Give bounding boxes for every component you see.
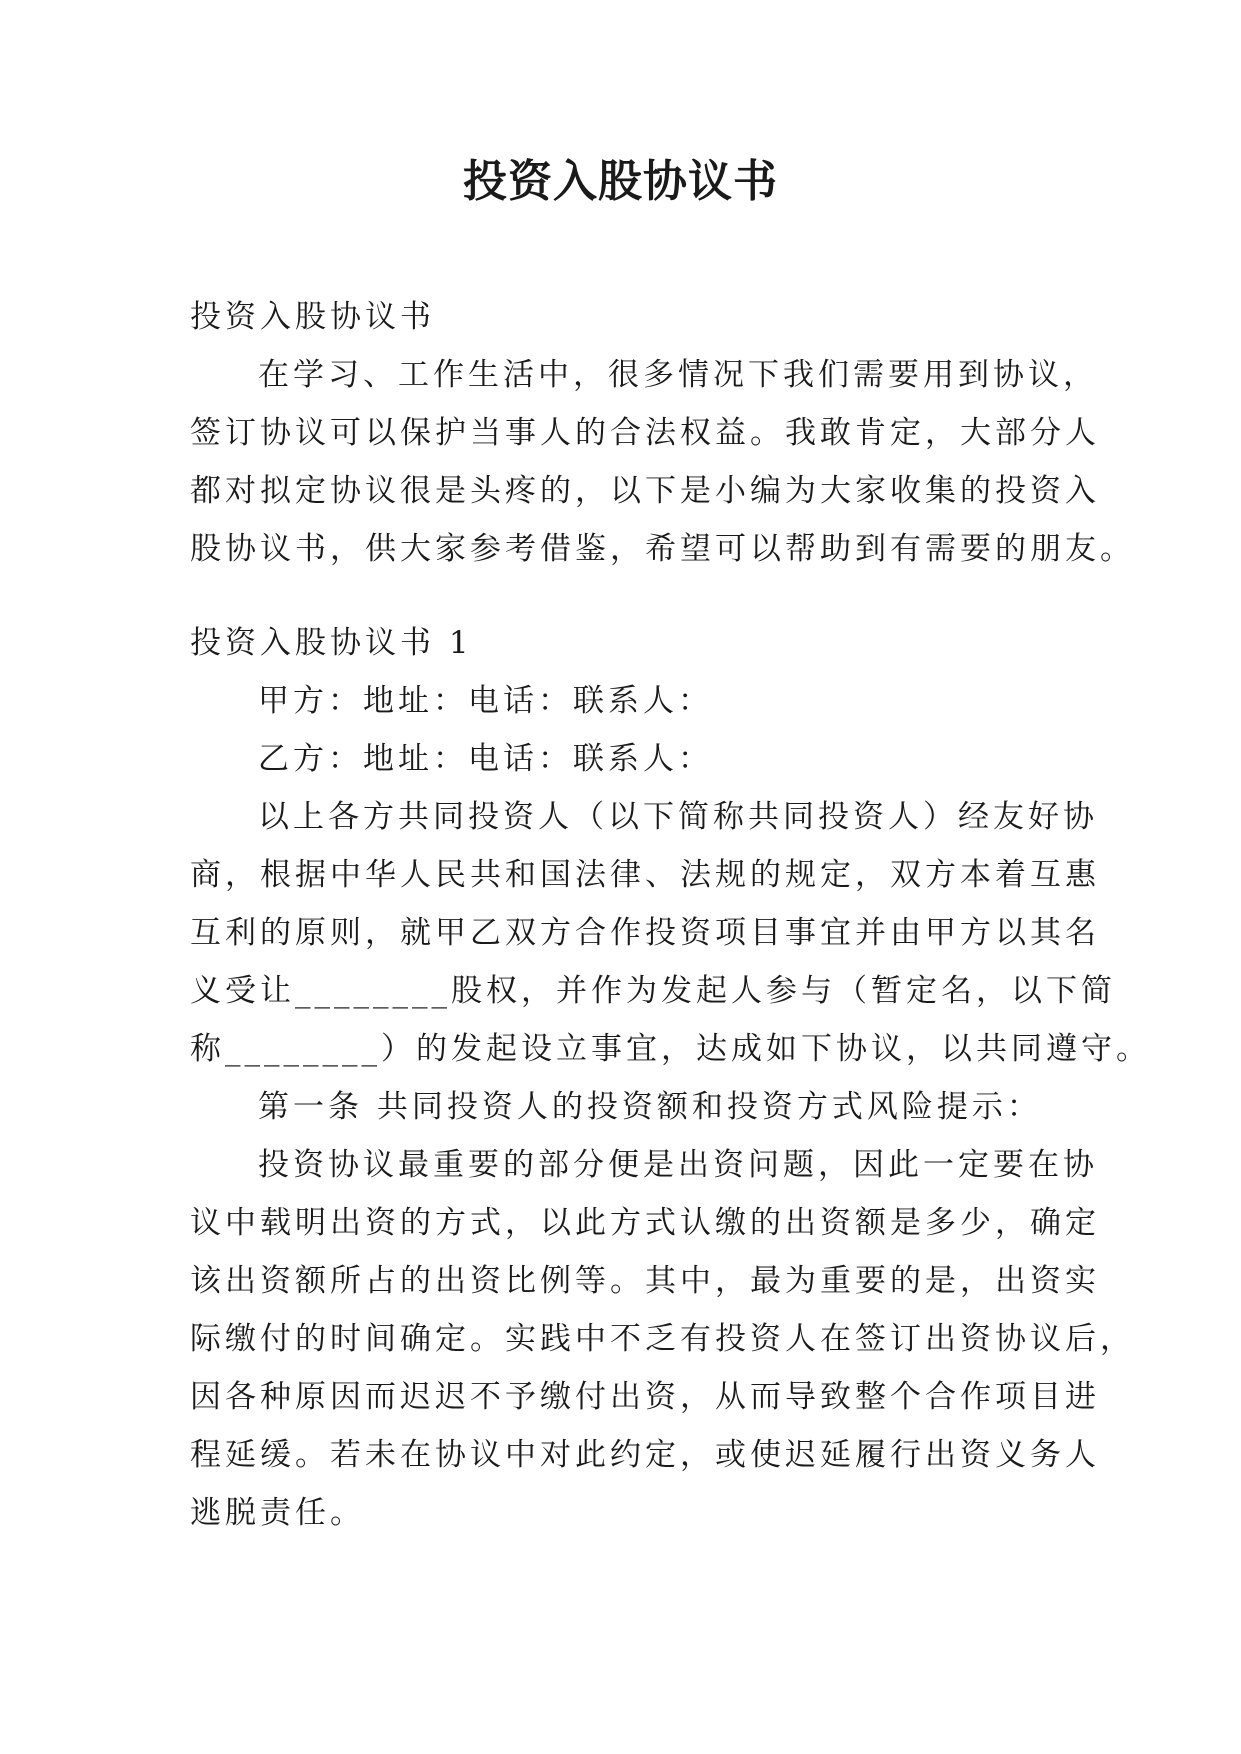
intro-line: 都对拟定协议很是头疼的，以下是小编为大家收集的投资入 <box>190 473 1100 509</box>
article1-title: 第一条 共同投资人的投资额和投资方式风险提示： <box>258 1089 1042 1125</box>
intro-line: 股协议书，供大家参考借鉴，希望可以帮助到有需要的朋友。 <box>190 531 1135 567</box>
article1-line: 逃脱责任。 <box>190 1495 365 1531</box>
article1-line: 投资协议最重要的部分便是出资问题，因此一定要在协 <box>258 1147 1098 1183</box>
preamble-line: 互利的原则，就甲乙双方合作投资项目事宜并由甲方以其名 <box>190 915 1100 951</box>
party-a-line: 甲方：地址：电话：联系人： <box>258 683 713 719</box>
preamble-line: 商，根据中华人民共和国法律、法规的规定，双方本着互惠 <box>190 857 1100 893</box>
party-b-line: 乙方：地址：电话：联系人： <box>258 741 713 777</box>
document-body <box>190 288 1151 1542</box>
intro-paragraph <box>190 346 1135 578</box>
preamble-paragraph <box>190 788 1151 1078</box>
article1-line: 议中载明出资的方式，以此方式认缴的出资额是多少，确定 <box>190 1205 1100 1241</box>
intro-heading: 投资入股协议书 <box>190 299 435 335</box>
intro-line: 签订协议可以保护当事人的合法权益。我敢肯定，大部分人 <box>190 415 1100 451</box>
section-spacer <box>190 578 1060 614</box>
article1-line: 因各种原因而迟迟不予缴付出资，从而导致整个合作项目进 <box>190 1379 1100 1415</box>
intro-line: 在学习、工作生活中，很多情况下我们需要用到协议， <box>258 357 1098 393</box>
article1-line: 际缴付的时间确定。实践中不乏有投资人在签订出资协议后， <box>190 1321 1135 1357</box>
preamble-line: 义受让________股权，并作为发起人参与（暂定名，以下简 <box>190 973 1116 1009</box>
article1-paragraph <box>190 1136 1135 1542</box>
article1-line: 该出资额所占的出资比例等。其中，最为重要的是，出资实 <box>190 1263 1100 1299</box>
section1-heading: 投资入股协议书 1 <box>190 625 473 661</box>
document-title: 投资入股协议书 <box>463 156 778 207</box>
article1-line: 程延缓。若未在协议中对此约定，或使迟延履行出资义务人 <box>190 1437 1100 1473</box>
preamble-line: 称________）的发起设立事宜，达成如下协议，以共同遵守。 <box>190 1031 1151 1067</box>
preamble-line: 以上各方共同投资人（以下简称共同投资人）经友好协 <box>258 799 1098 835</box>
